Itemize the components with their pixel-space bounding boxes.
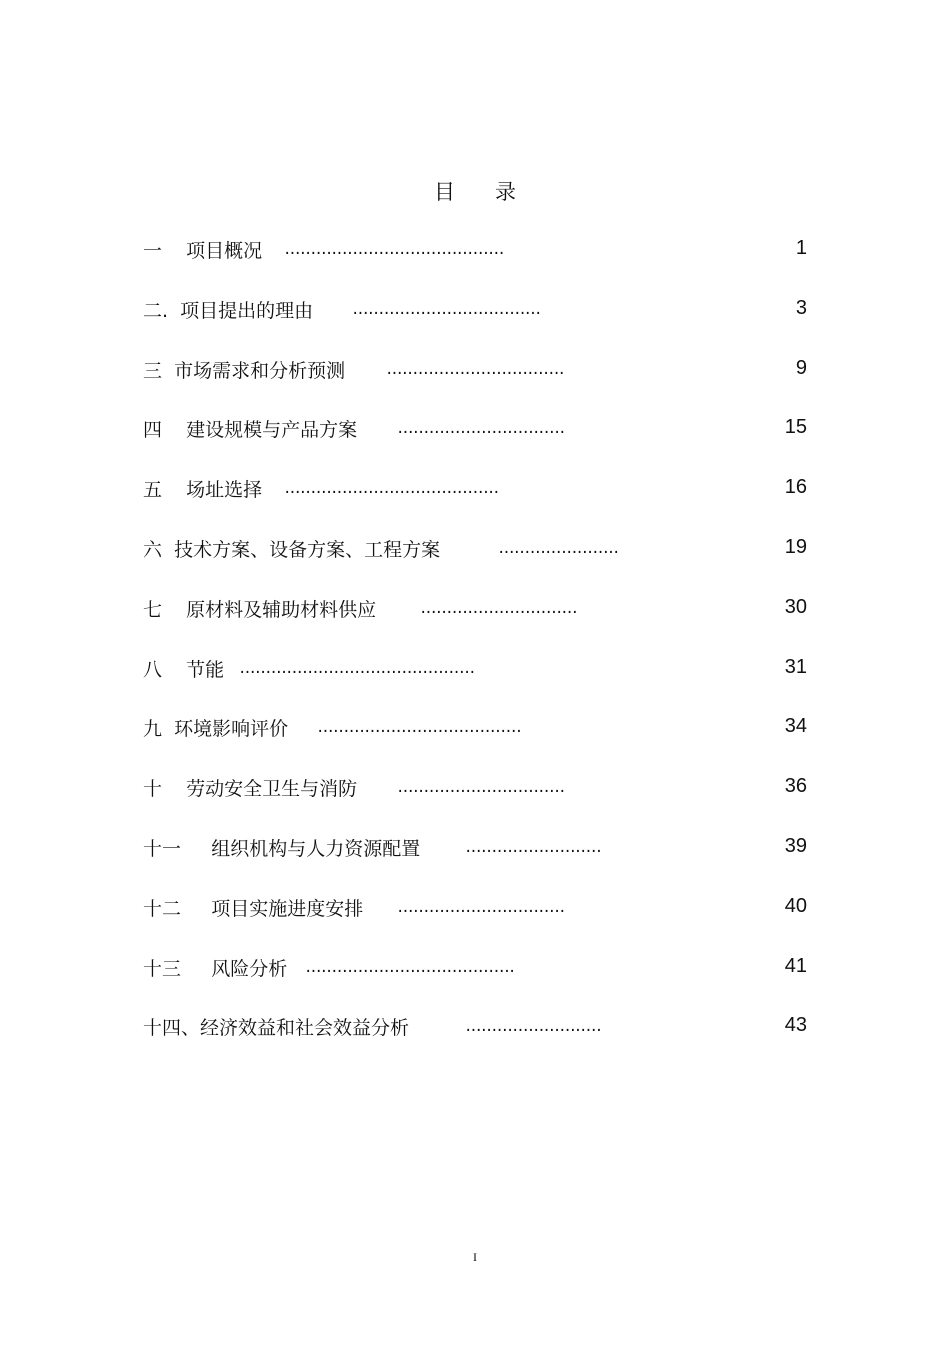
toc-entry-label: 十一 组织机构与人力资源配置 bbox=[143, 837, 421, 860]
toc-leader-dots: ......................................... bbox=[283, 481, 498, 498]
toc-entry-label: 十 劳动安全卫生与消防 bbox=[143, 778, 358, 801]
toc-page-number: 43 bbox=[784, 1014, 807, 1037]
toc-leader-dots: ................................ bbox=[396, 899, 564, 916]
toc-page-number: 39 bbox=[784, 834, 807, 857]
toc-leader-dots: .............................. bbox=[419, 600, 576, 617]
toc-leader-dots: .......................... bbox=[464, 839, 600, 856]
toc-entry-label: 七 原材料及辅助材料供应 bbox=[143, 598, 377, 621]
toc-entry-label: 四 建设规模与产品方案 bbox=[143, 419, 358, 442]
toc-entry[interactable] bbox=[143, 774, 807, 834]
toc-leader-dots: ....................... bbox=[497, 540, 618, 557]
toc-page-number: 30 bbox=[784, 595, 807, 618]
toc-entry[interactable] bbox=[143, 1013, 807, 1073]
toc-entry-label: 一 项目概况 bbox=[143, 240, 263, 262]
toc-entry-label: 十四、经济效益和社会效益分析 bbox=[143, 1017, 410, 1040]
toc-entry-label: 六 技术方案、设备方案、工程方案 bbox=[143, 538, 441, 561]
toc-entry-label: 五 场址选择 bbox=[143, 479, 263, 502]
toc-entry[interactable] bbox=[143, 415, 807, 475]
page-title: 目 录 bbox=[433, 180, 517, 204]
toc-page-number: 41 bbox=[784, 954, 807, 977]
toc-entry-label: 三 市场需求和分析预测 bbox=[143, 359, 346, 382]
toc-leader-dots: .................................. bbox=[385, 361, 563, 378]
page-number: I bbox=[473, 1250, 477, 1264]
toc-leader-dots: ............................................. bbox=[238, 660, 474, 677]
toc-entry[interactable] bbox=[143, 595, 807, 655]
toc-entry[interactable] bbox=[143, 475, 807, 535]
table-of-contents bbox=[143, 236, 807, 1073]
toc-entry[interactable] bbox=[143, 714, 807, 774]
toc-leader-dots: ................................ bbox=[396, 421, 564, 438]
toc-entry-label: 十二 项目实施进度安排 bbox=[143, 897, 364, 920]
toc-page-number: 15 bbox=[784, 416, 807, 439]
toc-entry[interactable] bbox=[143, 356, 807, 416]
toc-page-number: 16 bbox=[784, 476, 807, 499]
toc-leader-dots: .......................... bbox=[464, 1019, 600, 1036]
toc-page-number: 3 bbox=[795, 296, 807, 319]
toc-page-number: 19 bbox=[784, 535, 807, 558]
toc-entry[interactable] bbox=[143, 894, 807, 954]
toc-entry[interactable] bbox=[143, 954, 807, 1014]
toc-leader-dots: ................................ bbox=[396, 780, 564, 797]
toc-entry-label: 八 节能 bbox=[143, 658, 225, 681]
toc-entry-label: 十三 风险分析 bbox=[143, 957, 288, 980]
toc-page-number: 36 bbox=[784, 775, 807, 798]
toc-entry-label: 二. 项目提出的理由 bbox=[143, 299, 314, 322]
toc-page-number: 9 bbox=[795, 356, 807, 379]
toc-leader-dots: .......................................... bbox=[283, 242, 503, 258]
toc-leader-dots: ........................................ bbox=[304, 959, 514, 976]
toc-entry[interactable] bbox=[143, 296, 807, 356]
toc-page-number: 1 bbox=[795, 237, 807, 259]
toc-entry-label: 九 环境影响评价 bbox=[143, 718, 289, 741]
toc-page-number: 40 bbox=[784, 894, 807, 917]
toc-page-number: 31 bbox=[784, 655, 807, 678]
toc-entry[interactable] bbox=[143, 834, 807, 894]
toc-entry[interactable] bbox=[143, 655, 807, 715]
toc-entry[interactable] bbox=[143, 535, 807, 595]
toc-leader-dots: .................................... bbox=[351, 301, 540, 318]
toc-page-number: 34 bbox=[784, 715, 807, 738]
toc-entry[interactable] bbox=[143, 236, 807, 296]
toc-leader-dots: ....................................... bbox=[316, 720, 520, 737]
